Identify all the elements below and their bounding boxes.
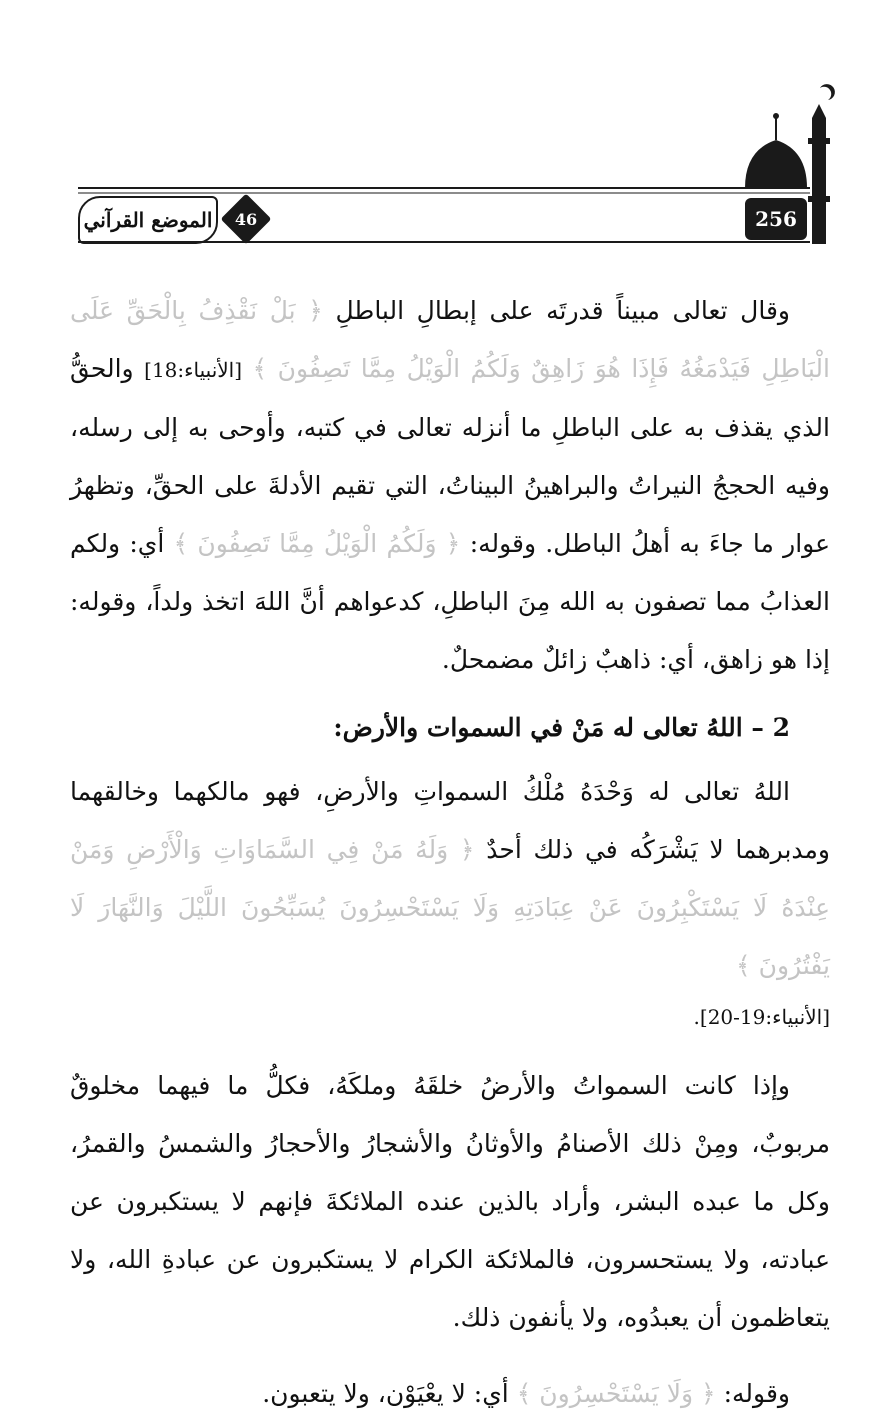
p2-text: اللهُ تعالى له وَحْدَهُ مُلْكُ السمواتِ والأرضِ، فهو مالكهما وخالقهما ومدبرهما لا يَشْرَكُه في ذلك أحدٌ (70, 777, 830, 864)
p4-text: أي: لا يعْيَوْن، ولا يتعبون. (262, 1379, 509, 1408)
p4-intro: وقوله: (723, 1379, 790, 1408)
paragraph-3: وإذا كانت السمواتُ والأرضُ خلقَهُ وملكَهُ، فكلُّ ما فيهما مخلوقٌ مربوبٌ، ومِنْ ذلك الأصنامُ والأوثانُ والأشجارُ والأحجارُ والشمسُ والقمرُ، وكل ما عبده البشر، وأراد بالذين عنده الملائكةَ فإنهم لا يستكبرون عن عبادته، ولا يستحسرون، فالملائكة الكرام لا يستكبرون عن عبادةِ الله، ولا يتعاظمون أن يعبدُوه، ولا يأنفون ذلك. (70, 1071, 830, 1332)
page-header (0, 0, 869, 250)
quran-verse: ﴿ وَلَا يَسْتَحْسِرُونَ ﴾ (516, 1379, 716, 1408)
book-title: الموضع القرآني (78, 196, 218, 244)
paragraph-4 (70, 1365, 830, 1423)
section-number-badge (218, 193, 274, 245)
section-number: 46 (234, 209, 258, 229)
p1-text: والحقُّ الذي يقذف به على الباطلِ ما أنزله تعالى في كتبه، وأوحى به إلى رسله، وفيه الحججُ النيراتُ والبراهينُ البيناتُ، التي تقيم الأدلةَ على الحقِّ، وتظهرُ عوار ما جاءَ به أهلُ الباطل. وقوله: (70, 354, 830, 558)
quran-verse: ﴿ وَلَكُمُ الْوَيْلُ مِمَّا تَصِفُونَ ﴾ (173, 529, 461, 558)
p1-text2: أي: ولكم العذابُ مما تصفون به الله مِنَ الباطلِ، كدعواهم أنَّ اللهَ اتخذ ولداً، وقوله: إذا هو زاهق، أي: ذاهبٌ زائلٌ مضمحلٌ. (70, 529, 830, 674)
page-body (70, 282, 830, 1423)
paragraph-2 (70, 763, 830, 995)
verse-reference: [الأنبياء:19-20]. (693, 1005, 830, 1029)
p1-intro: وقال تعالى مبيناً قدرتَه على إبطالِ الباطلِ (335, 296, 790, 325)
quran-verse: ﴿ وَلَهُ مَنْ فِي السَّمَاوَاتِ وَالْأَرْضِ وَمَنْ عِنْدَهُ لَا يَسْتَكْبِرُونَ عَنْ عِبَادَتِهِ وَلَا يَسْتَحْسِرُونَ يُسَبِّحُونَ اللَّيْلَ وَالنَّهَارَ لَا يَفْتُرُونَ ﴾ (70, 835, 830, 980)
quran-verse: ﴿ بَلْ نَقْذِفُ بِالْحَقِّ عَلَى الْبَاطِلِ فَيَدْمَغُهُ فَإِذَا هُوَ زَاهِقٌ وَلَكُمُ الْوَيْلُ مِمَّا تَصِفُونَ ﴾ (70, 296, 830, 383)
paragraph-1 (70, 282, 830, 689)
section-heading: 2 – اللهُ تعالى له مَنْ في السموات والأرض: (333, 713, 790, 742)
verse-reference: [الأنبياء:18] (144, 358, 243, 382)
page-number: 256 (745, 198, 807, 240)
